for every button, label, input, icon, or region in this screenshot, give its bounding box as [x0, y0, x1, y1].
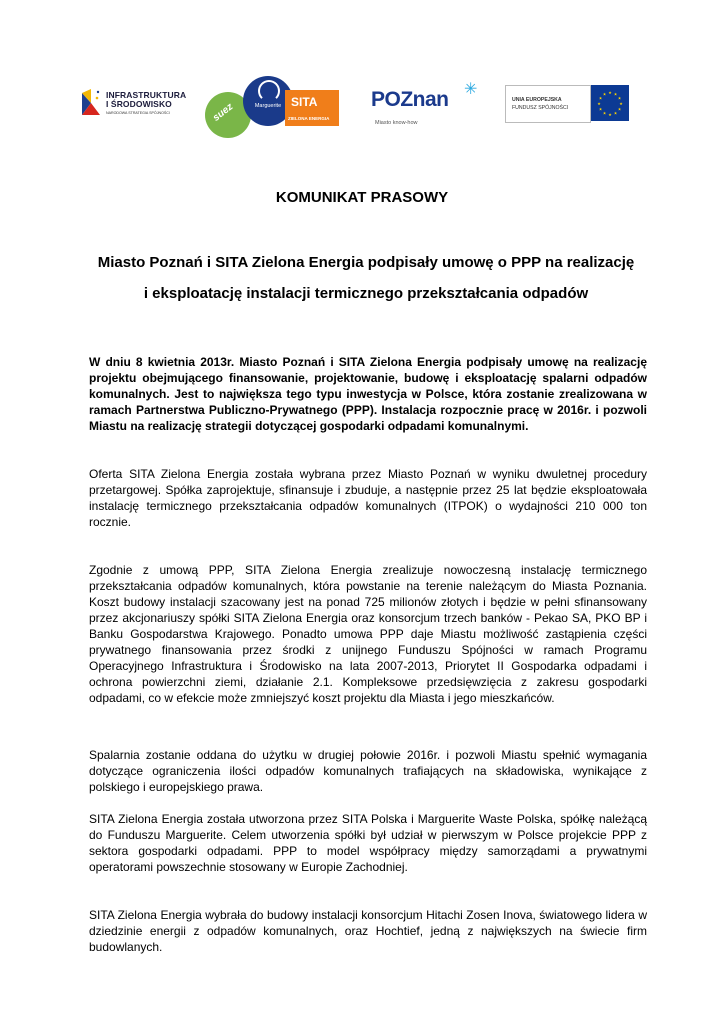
svg-text:★: ★: [598, 106, 603, 112]
eu-flag-icon: [591, 85, 629, 121]
svg-text:★: ★: [602, 91, 607, 97]
poznan-tagline: Miasto know-how: [375, 120, 418, 126]
eu-line2: FUNDUSZ SPÓJNOŚCI: [512, 105, 569, 111]
sita-box: [285, 90, 339, 126]
infrastruktura-logo: [80, 84, 200, 128]
eu-line1: UNIA EUROPEJSKA: [512, 97, 562, 103]
svg-text:★: ★: [608, 112, 612, 117]
svg-text:★: ★: [613, 91, 618, 97]
body-paragraph-5: SITA Zielona Energia wybrała do budowy instalacji konsorcjum Hitachi Zosen Inova, światowego lidera w dziedzinie energii z odpadów komunalnych, oraz Hochtief, jedną z największych na świecie firm budowlanych.: [89, 908, 647, 954]
infrastruktura-name: [106, 91, 186, 109]
infrastruktura-line2: I ŚRODOWISKO: [106, 99, 172, 109]
suez-label: suez: [210, 101, 236, 124]
infrastruktura-tagline: NARODOWA STRATEGIA SPÓJNOŚCI: [106, 111, 170, 115]
infrastruktura-line1: INFRASTRUKTURA: [106, 90, 187, 100]
infrastruktura-emblem-icon: [80, 87, 102, 117]
marguerite-label: Marguerite: [254, 103, 282, 109]
zielona-energia-label: ZIELONA ENERGIA: [288, 116, 330, 121]
svg-text:★: ★: [598, 95, 603, 101]
eu-text-box: [505, 85, 591, 123]
poznan-wordmark: POZnan: [371, 88, 449, 111]
body-paragraph-4: SITA Zielona Energia została utworzona przez SITA Polska i Marguerite Waste Polska, spółkę należącą do Funduszu Marguerite. Celem utworzenia spółki był udział w pierwszym w Polsce projekcie PPP z sektora gospodarki odpadami. PPP to model współpracy między samorządami a prywatnymi operatorami powszechnie stosowany w Europie Zachodniej.: [89, 812, 647, 874]
eu-logo: [505, 85, 625, 121]
svg-text:★: ★: [602, 110, 607, 116]
body-paragraph-2: Zgodnie z umową PPP, SITA Zielona Energia zrealizuje nowoczesną instalację termicznego przekształcania odpadów komunalnych, która powstanie na terenie należącym do Miasta Poznania. Koszt budowy instalacji szacowany jest na ponad 725 milionów złotych i będzie w pełni sfinansowany przez akcjonariuszy spółki SITA Zielona Energia oraz konsorcjum trzech banków - Pekao SA, PKO BP i Banku Gospodarstwa Krajowego. Ponadto umowa PPP daje Miastu możliwość zastąpienia części prywatnego finansowania przez środki z unijnego Funduszu Spójności w ramach Programu Operacyjnego Infrastruktura i Środowisko na lata 2007-2013, Priorytet II Gospodarka odpadami i ochrona powierzchni ziemi, działanie 2.1. Kompleksowe przedsięwzięcia z zakresu gospodarki odpadami, co w efekcie może zmniejszyć koszt projektu dla Miasta i jego mieszkańców.: [89, 563, 647, 705]
svg-text:★: ★: [619, 101, 623, 106]
svg-text:★: ★: [617, 95, 622, 101]
svg-text:★: ★: [597, 101, 601, 106]
press-headline: Miasto Poznań i SITA Zielona Energia podpisały umowę o PPP na realizację i eksploatację instalacji termicznego przekształcania odpadów: [97, 254, 635, 302]
logo-strip: [0, 70, 724, 140]
document-title: KOMUNIKAT PRASOWY: [275, 189, 449, 206]
poznan-star-icon: ✳: [464, 81, 478, 98]
svg-text:★: ★: [608, 90, 612, 95]
sita-zielona-energia-logo: [205, 74, 340, 136]
marguerite-ring-icon: [258, 80, 280, 102]
body-paragraph-1: Oferta SITA Zielona Energia została wybrana przez Miasto Poznań w wyniku dwuletnej procedury przetargowej. Spółka zaprojektuje, sfinansuje i zbuduje, a następnie przez 25 lat będzie eksploatowała instalację termicznego przekształcania odpadów komunalnych (ITPOK) o wydajności 210 000 ton rocznie.: [89, 467, 647, 529]
body-paragraph-3: Spalarnia zostanie oddana do użytku w drugiej połowie 2016r. i pozwoli Miastu spełnić wymagania dotyczące ograniczenia ilości odpadów komunalnych trafiających na składowiska, wynikające z polskiego i europejskiego prawa.: [89, 748, 647, 794]
lead-paragraph: W dniu 8 kwietnia 2013r. Miasto Poznań i SITA Zielona Energia podpisały umowę na realizację projektu obejmującego finansowanie, projektowanie, budowę i eksploatację spalarni odpadów komunalnych. Jest to największa tego typu inwestycja w Polsce, która zostanie zrealizowana w ramach Partnerstwa Publiczno-Prywatnego (PPP). Instalacja rozpocznie pracę w 2016r. i pozwoli Miastu na realizację strategii dotyczącej gospodarki odpadami komunalnymi.: [89, 355, 647, 433]
poznan-logo: [368, 78, 480, 128]
svg-text:★: ★: [617, 106, 622, 112]
svg-text:★: ★: [613, 110, 618, 116]
sita-label: SITA: [291, 95, 318, 109]
